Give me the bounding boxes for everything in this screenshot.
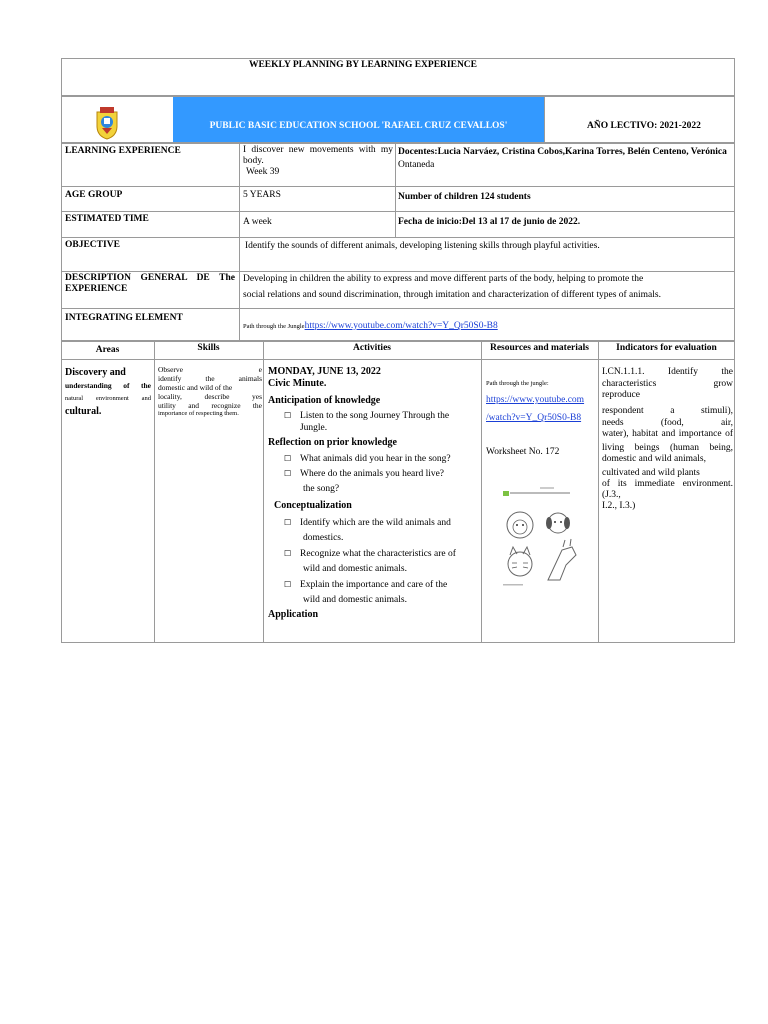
integrating-link[interactable]: https://www.youtube.com/watch?v=Y_Qr50S0-B8 [304,321,498,331]
resource-link[interactable]: https://www.youtube.com /watch?v=Y_Qr50S0-B8 [486,395,585,423]
age-group-value: 5 YEARS [243,190,281,200]
estimated-time-label: ESTIMATED TIME [65,214,149,224]
empty-box-bullet-icon: ☐ [284,469,292,478]
description-label: DESCRIPTION GENERAL DE The EXPERIENCE [65,273,235,294]
start-date: Fecha de inicio:Del 13 al 17 de junio de 2022. [398,217,581,227]
description-value: Developing in children the ability to express and move different parts of the body, helping to promote the social relations and sound discrimination, through imitation and characterization of different types of animals. [243,274,661,300]
teachers-continued: Ontaneda [398,160,435,170]
header-areas: Areas [95,345,120,355]
header-indicators: Indicators for evaluation [616,343,717,353]
empty-box-bullet-icon: ☐ [284,454,292,463]
header-resources: Resources and materials [489,343,590,353]
school-banner [173,97,544,142]
integrating-prefix: Path through the Jungle [243,323,305,330]
age-group-label: AGE GROUP [65,190,123,200]
document-title: WEEKLY PLANNING BY LEARNING EXPERIENCE [248,60,478,70]
number-of-children: Number of children 124 students [398,192,531,202]
empty-box-bullet-icon: ☐ [284,549,292,558]
resource-path-label: Path through the jungle: [486,380,549,387]
learning-experience-value: I discover new movements with my body. Week 39 [243,145,393,177]
indicators-cell: I.CN.1.1.1. Identify the characteristics grow reproduce respondent a stimuli), needs (food, air, water), habitat and importance of living beings (human being, domestic and wild animals, cultivated and wild plants of its immediate environment. (J.3., I.2., I.3.) [602,367,733,511]
empty-box-bullet-icon: ☐ [284,518,292,527]
activities-cell: MONDAY, JUNE 13, 2022 Civic Minute. Anticipation of knowledge ☐ Listen to the song Journey Through the Jungle. Reflection on prior knowledge ☐ What animals did you hear in the song? ☐ Where do the animals you heard live? the song? Conceptualization ☐ Identify which are the wild animals and domestics. ☐ Recognize what the characteristics are of wild and domestic animals. ☐ Explain the importance and care of the wild and domestic animals. Application [268,366,456,620]
objective-value: Identify the sounds of different animals, developing listening skills through playful activities. [245,241,600,251]
learning-experience-label: LEARNING EXPERIENCE [65,146,181,156]
integrating-element-label: INTEGRATING ELEMENT [65,313,183,323]
teachers: Docentes:Lucia Narváez, Cristina Cobos,Karina Torres, Belén Centeno, Verónica [398,147,727,157]
worksheet-label: Worksheet No. 172 [486,447,560,457]
estimated-time-value: A week [243,217,272,227]
worksheet-thumbnail [500,485,585,590]
empty-box-bullet-icon: ☐ [284,411,292,420]
resources-cell [486,380,596,458]
school-year: AÑO LECTIVO: 2021-2022 [587,121,701,131]
header-skills: Skills [197,343,220,353]
empty-box-bullet-icon: ☐ [284,580,292,589]
objective-label: OBJECTIVE [65,240,120,250]
school-name: PUBLIC BASIC EDUCATION SCHOOL 'RAFAEL CRUZ CEVALLOS' [209,121,508,131]
skills-cell: Observe e identify the animals domestic and wild of the locality, describe yes utility and recognize the importance of respecting them. [158,365,262,417]
school-crest-logo [93,104,121,140]
header-activities: Activities [353,343,391,353]
areas-cell: Discovery and understanding of the natural environment and cultural. [65,367,151,417]
integrating-element-value [243,315,733,333]
